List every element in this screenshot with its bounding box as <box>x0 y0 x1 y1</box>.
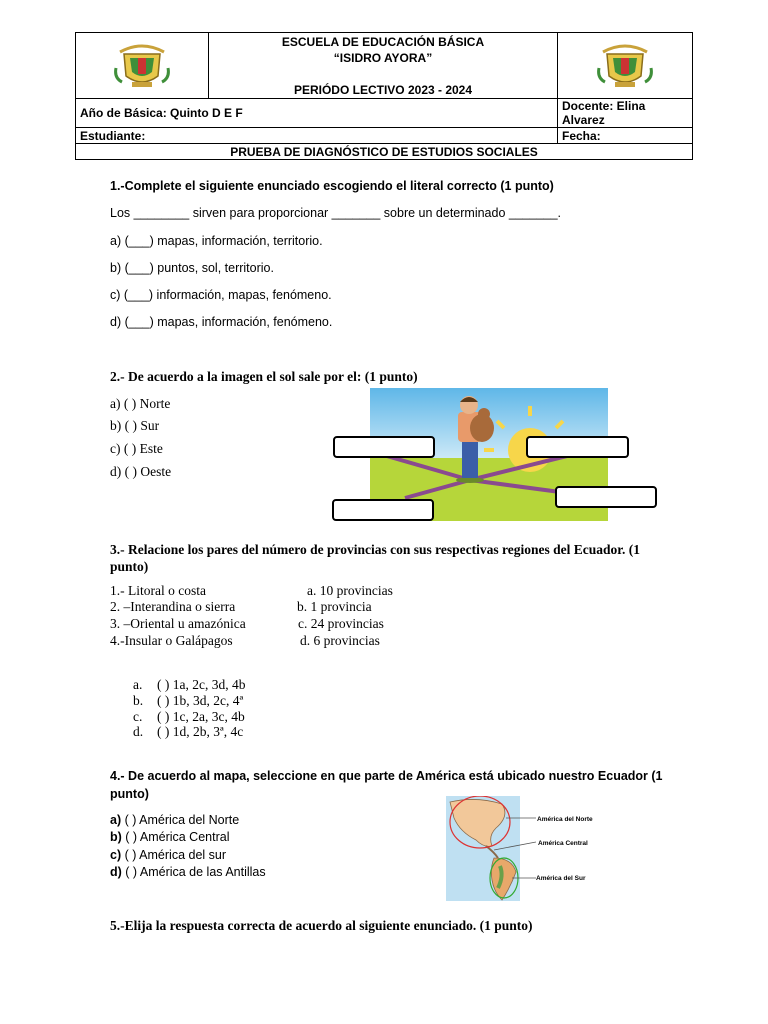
date-field[interactable]: Fecha: <box>558 128 693 144</box>
q2-title: 2.- De acuerdo a la imagen el sol sale por el: (1 punto) <box>110 369 418 384</box>
q2-option-d[interactable]: d) ( ) Oeste <box>110 464 172 479</box>
school-logo-left-cell <box>76 33 209 99</box>
q4-option-a-text: ( ) América del Norte <box>121 813 240 827</box>
q3-answer-letter-b: b. <box>133 693 144 708</box>
q3-count-a: a. 10 provincias <box>307 583 393 598</box>
map-label-north: América del Norte <box>537 816 593 823</box>
q1-title: 1.-Complete el siguiente enunciado escogiendo el literal correcto (1 punto) <box>110 179 554 193</box>
q3-count-b: b. 1 provincia <box>297 599 372 614</box>
q1-option-d[interactable]: d) (___) mapas, información, fenómeno. <box>110 315 333 329</box>
q4-option-d-text: ( ) América de las Antillas <box>121 865 266 879</box>
direction-answer-box-right[interactable] <box>526 436 629 458</box>
direction-answer-box-bottom-right[interactable] <box>555 486 657 508</box>
q3-region-4: 4.-Insular o Galápagos <box>110 633 233 648</box>
q3-answer-c[interactable]: ( ) 1c, 2a, 3c, 4b <box>157 709 245 724</box>
q3-answer-d[interactable]: ( ) 1d, 2b, 3ª, 4c <box>157 724 244 739</box>
test-title: PRUEBA DE DIAGNÓSTICO DE ESTUDIOS SOCIALES <box>76 144 693 160</box>
school-period: PERIÓDO LECTIVO 2023 - 2024 <box>293 83 473 97</box>
q1-sentence: Los ________ sirven para proporcionar _______ sobre un determinado _______. <box>110 206 562 220</box>
q3-count-d: d. 6 provincias <box>300 633 380 648</box>
q4-option-b[interactable] <box>110 830 229 844</box>
q3-count-c: c. 24 provincias <box>298 616 384 631</box>
q3-answer-a[interactable]: ( ) 1a, 2c, 3d, 4b <box>157 677 246 692</box>
map-label-south: América del Sur <box>536 875 586 882</box>
q1-option-c[interactable]: c) (___) información, mapas, fenómeno. <box>110 288 332 302</box>
q3-answer-letter-a: a. <box>133 677 143 692</box>
grade-field: Año de Básica: Quinto D E F <box>76 99 558 128</box>
q4-option-a[interactable] <box>110 813 239 827</box>
q3-region-3: 3. –Oriental u amazónica <box>110 616 246 631</box>
direction-answer-box-bottom-left[interactable] <box>332 499 434 521</box>
q2-option-c[interactable]: c) ( ) Este <box>110 441 163 456</box>
q4-option-c[interactable] <box>110 848 226 862</box>
header-table <box>75 32 693 160</box>
q3-region-1: 1.- Litoral o costa <box>110 583 206 598</box>
teacher-field: Docente: Elina Alvarez <box>558 99 693 128</box>
q4-option-b-letter: b) <box>110 830 122 844</box>
q4-option-c-letter: c) <box>110 848 122 862</box>
direction-answer-box-left[interactable] <box>333 436 435 458</box>
q4-option-a-letter: a) <box>110 813 122 827</box>
q4-option-d[interactable] <box>110 865 266 879</box>
q5-title: 5.-Elija la respuesta correcta de acuerdo al siguiente enunciado. (1 punto) <box>110 918 533 933</box>
q1-option-b[interactable]: b) (___) puntos, sol, territorio. <box>110 261 274 275</box>
school-info-cell <box>209 33 558 99</box>
q4-option-c-text: ( ) América del sur <box>121 848 227 862</box>
q3-title: 3.- Relacione los pares del número de provincias con sus respectivas regiones del Ecuador. (1 punto) <box>110 542 641 574</box>
q1-option-a[interactable]: a) (___) mapas, información, territorio. <box>110 234 323 248</box>
school-name: ESCUELA DE EDUCACIÓN BÁSICA <box>281 35 485 49</box>
q2-option-b[interactable]: b) ( ) Sur <box>110 418 160 433</box>
americas-map <box>446 796 606 901</box>
q4-option-d-letter: d) <box>110 865 122 879</box>
q3-answer-letter-c: c. <box>133 709 143 724</box>
q4-option-b-text: ( ) América Central <box>121 830 230 844</box>
school-crest-icon <box>112 38 172 90</box>
q3-answer-letter-d: d. <box>133 724 144 739</box>
school-crest-icon <box>595 38 655 90</box>
map-label-central: América Central <box>538 840 588 847</box>
school-title: “ISIDRO AYORA” <box>333 51 433 65</box>
q4-title: 4.- De acuerdo al mapa, seleccione en que parte de América está ubicado nuestro Ecuador (1 punto) <box>110 769 663 801</box>
student-field[interactable]: Estudiante: <box>76 128 558 144</box>
q3-answer-b[interactable]: ( ) 1b, 3d, 2c, 4ª <box>157 693 244 708</box>
q3-region-2: 2. –Interandina o sierra <box>110 599 236 614</box>
school-logo-right-cell <box>558 33 693 99</box>
q2-option-a[interactable]: a) ( ) Norte <box>110 396 171 411</box>
